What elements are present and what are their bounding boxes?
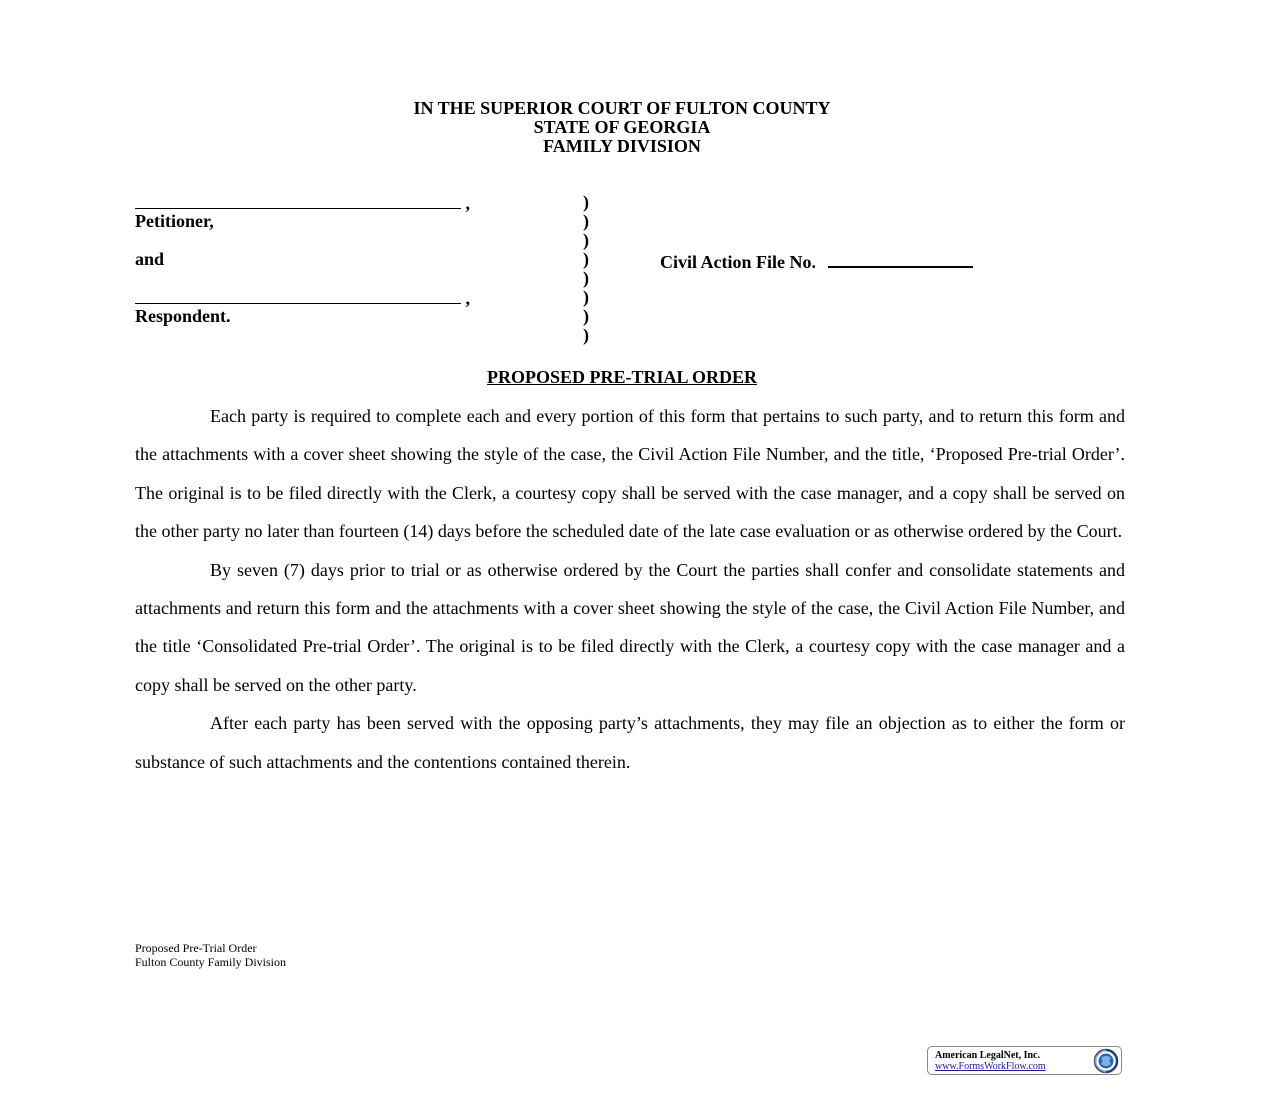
court-state: STATE OF GEORGIA xyxy=(533,117,711,137)
paren: ) xyxy=(583,249,589,269)
document-title xyxy=(0,367,1244,387)
respondent-name-blank xyxy=(135,288,461,304)
footer-form-title: Proposed Pre-Trial Order xyxy=(135,941,257,955)
petitioner-name-line: , xyxy=(135,193,470,212)
court-header xyxy=(0,99,1244,156)
footer-division: Fulton County Family Division xyxy=(135,955,287,969)
petitioner-label: Petitioner, xyxy=(135,211,214,231)
paren: ) xyxy=(583,211,589,231)
americanlegalnet-badge[interactable] xyxy=(927,1046,1122,1075)
badge-company-name: American LegalNet, Inc. xyxy=(935,1050,1040,1061)
document-body xyxy=(135,397,1125,781)
civil-action-file-no xyxy=(660,250,973,272)
paren: ) xyxy=(583,268,589,288)
paragraph-3: After each party has been served with the opposing party’s attachments, they may file an objection as to either the form or substance of such attachments and the contentions contained therein. xyxy=(135,713,1125,772)
respondent-label: Respondent. xyxy=(135,306,231,326)
court-name: IN THE SUPERIOR COURT OF FULTON COUNTY xyxy=(413,98,831,118)
paren: ) xyxy=(583,306,589,326)
respondent-name-line: , xyxy=(135,288,470,307)
civil-action-label: Civil Action File No. xyxy=(660,252,816,272)
document-title-text: PROPOSED PRE-TRIAL ORDER xyxy=(486,367,758,387)
case-caption-parties xyxy=(135,193,470,326)
and-label: and xyxy=(135,249,165,269)
court-division: FAMILY DIVISION xyxy=(543,136,701,156)
page-footer xyxy=(135,941,286,969)
paren: ) xyxy=(583,287,589,307)
paren: ) xyxy=(583,192,589,212)
civil-action-number-blank xyxy=(828,250,973,268)
badge-url-link[interactable]: www.FormsWorkFlow.com xyxy=(935,1061,1046,1072)
paragraph-1: Each party is required to complete each and every portion of this form that pertains to such party, and to return this form and the attachments with a cover sheet showing the style of the case, the Civil Action File Number, and the title, ‘Proposed Pre-trial Order’. The original is to be filed directly with the Clerk, a courtesy copy shall be served with the case manager, and a copy shall be served on the other party no later than fourteen (14) days before the scheduled date of the late case evaluation or as otherwise ordered by the Court. xyxy=(135,406,1125,542)
globe-logo-icon xyxy=(1087,1048,1119,1074)
caption-paren-column xyxy=(583,193,589,345)
paren: ) xyxy=(583,325,589,345)
petitioner-name-blank xyxy=(135,193,461,209)
paragraph-2: By seven (7) days prior to trial or as otherwise ordered by the Court the parties shall confer and consolidate statements and attachments and return this form and the attachments with a cover sheet showing the style of the case, the Civil Action File Number, and the title ‘Consolidated Pre-trial Order’. The original is to be filed directly with the Clerk, a courtesy copy with the case manager and a copy shall be served on the other party. xyxy=(135,559,1125,695)
paren: ) xyxy=(583,230,589,250)
